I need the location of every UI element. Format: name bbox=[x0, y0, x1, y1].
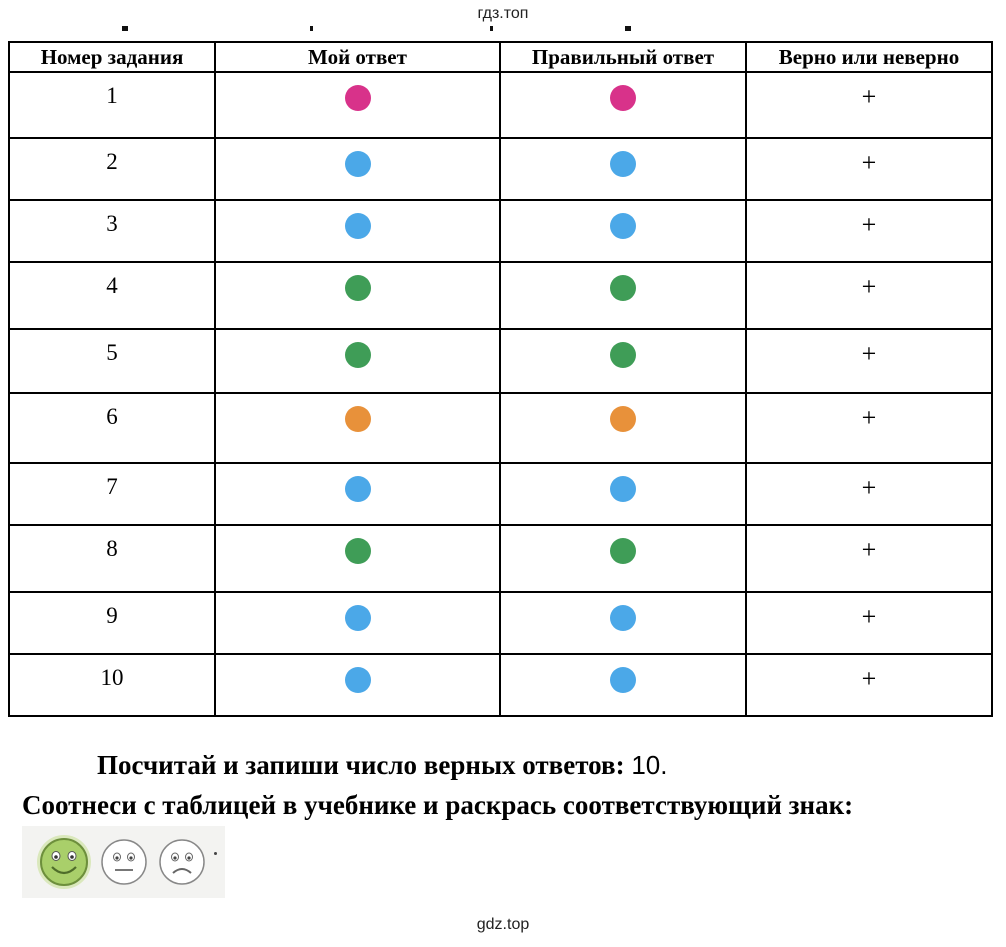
task-number: 5 bbox=[106, 340, 118, 365]
correct-answer-color-dot bbox=[610, 342, 636, 368]
task-number: 2 bbox=[106, 149, 118, 174]
header-right-or-wrong: Верно или неверно bbox=[746, 42, 992, 72]
table-row bbox=[9, 393, 992, 463]
result-mark: + bbox=[861, 148, 877, 177]
my-answer-color-dot bbox=[345, 275, 371, 301]
task-number-cell bbox=[9, 654, 215, 716]
table-row bbox=[9, 592, 992, 654]
header-my-answer: Мой ответ bbox=[215, 42, 500, 72]
task-number: 7 bbox=[106, 474, 118, 499]
task-number: 8 bbox=[106, 536, 118, 561]
correct-count-value: 10. bbox=[631, 750, 668, 780]
correct-answer-cell bbox=[500, 329, 746, 393]
watermark-bottom: gdz.top bbox=[476, 916, 530, 933]
my-answer-color-dot bbox=[345, 667, 371, 693]
correct-answer-color-dot bbox=[610, 151, 636, 177]
task-number-cell bbox=[9, 329, 215, 393]
task-number-cell bbox=[9, 463, 215, 525]
table-row bbox=[9, 525, 992, 592]
correct-answer-color-dot bbox=[610, 85, 636, 111]
result-mark: + bbox=[861, 82, 877, 111]
correct-answer-color-dot bbox=[610, 667, 636, 693]
task-number: 6 bbox=[106, 404, 118, 429]
faces-panel bbox=[22, 826, 225, 898]
task-number: 1 bbox=[106, 83, 118, 108]
correct-answer-color-dot bbox=[610, 538, 636, 564]
correct-count-label: Посчитай и запиши число верных ответов: bbox=[97, 750, 625, 780]
result-mark: + bbox=[861, 403, 877, 432]
neutral-face-icon[interactable] bbox=[98, 832, 150, 892]
correct-answer-color-dot bbox=[610, 605, 636, 631]
correct-answer-cell bbox=[500, 262, 746, 329]
my-answer-color-dot bbox=[345, 476, 371, 502]
task-number: 3 bbox=[106, 211, 118, 236]
my-answer-cell bbox=[215, 72, 500, 138]
correct-answer-cell bbox=[500, 654, 746, 716]
my-answer-cell bbox=[215, 329, 500, 393]
result-cell bbox=[746, 72, 992, 138]
correct-count-line bbox=[97, 750, 667, 781]
my-answer-color-dot bbox=[345, 605, 371, 631]
header-task-number: Номер задания bbox=[9, 42, 215, 72]
my-answer-cell bbox=[215, 525, 500, 592]
table-row bbox=[9, 654, 992, 716]
task-number-cell bbox=[9, 138, 215, 200]
my-answer-color-dot bbox=[345, 406, 371, 432]
my-answer-color-dot bbox=[345, 151, 371, 177]
instruction-text: Соотнеси с таблицей в учебнике и раскрась соответствующий знак: bbox=[22, 790, 854, 820]
header-correct-answer: Правильный ответ bbox=[500, 42, 746, 72]
result-mark: + bbox=[861, 602, 877, 631]
result-cell bbox=[746, 262, 992, 329]
task-number: 4 bbox=[106, 273, 118, 298]
my-answer-cell bbox=[215, 200, 500, 262]
my-answer-cell bbox=[215, 654, 500, 716]
my-answer-cell bbox=[215, 463, 500, 525]
correct-answer-cell bbox=[500, 72, 746, 138]
sad-face-icon[interactable] bbox=[156, 832, 208, 892]
watermark-top: гдз.топ bbox=[477, 5, 529, 22]
correct-answer-color-dot bbox=[610, 275, 636, 301]
correct-answer-cell bbox=[500, 393, 746, 463]
task-number-cell bbox=[9, 72, 215, 138]
task-number-cell bbox=[9, 262, 215, 329]
task-number: 9 bbox=[106, 603, 118, 628]
result-cell bbox=[746, 329, 992, 393]
result-mark: + bbox=[861, 535, 877, 564]
result-cell bbox=[746, 592, 992, 654]
result-cell bbox=[746, 525, 992, 592]
result-mark: + bbox=[861, 339, 877, 368]
decorative-dot bbox=[214, 852, 217, 855]
my-answer-cell bbox=[215, 592, 500, 654]
task-number: 10 bbox=[100, 665, 124, 690]
table-row bbox=[9, 138, 992, 200]
result-cell bbox=[746, 138, 992, 200]
task-number-cell bbox=[9, 525, 215, 592]
result-mark: + bbox=[861, 473, 877, 502]
my-answer-cell bbox=[215, 393, 500, 463]
correct-answer-cell bbox=[500, 592, 746, 654]
my-answer-color-dot bbox=[345, 85, 371, 111]
happy-face-icon[interactable] bbox=[34, 832, 94, 892]
result-cell bbox=[746, 654, 992, 716]
table-row bbox=[9, 200, 992, 262]
task-number-cell bbox=[9, 200, 215, 262]
correct-answer-cell bbox=[500, 463, 746, 525]
table-header-row bbox=[9, 42, 992, 72]
correct-answer-cell bbox=[500, 138, 746, 200]
my-answer-cell bbox=[215, 138, 500, 200]
correct-answer-color-dot bbox=[610, 406, 636, 432]
my-answer-color-dot bbox=[345, 538, 371, 564]
correct-answer-color-dot bbox=[610, 476, 636, 502]
cropped-text-line bbox=[120, 26, 640, 34]
my-answer-color-dot bbox=[345, 213, 371, 239]
table-row bbox=[9, 72, 992, 138]
correct-answer-cell bbox=[500, 200, 746, 262]
task-number-cell bbox=[9, 393, 215, 463]
task-number-cell bbox=[9, 592, 215, 654]
answers-table bbox=[8, 41, 993, 717]
result-mark: + bbox=[861, 664, 877, 693]
result-mark: + bbox=[861, 210, 877, 239]
correct-answer-cell bbox=[500, 525, 746, 592]
result-cell bbox=[746, 463, 992, 525]
my-answer-color-dot bbox=[345, 342, 371, 368]
my-answer-cell bbox=[215, 262, 500, 329]
table-row bbox=[9, 262, 992, 329]
result-cell bbox=[746, 393, 992, 463]
correct-answer-color-dot bbox=[610, 213, 636, 239]
result-mark: + bbox=[861, 272, 877, 301]
result-cell bbox=[746, 200, 992, 262]
table-row bbox=[9, 329, 992, 393]
table-row bbox=[9, 463, 992, 525]
